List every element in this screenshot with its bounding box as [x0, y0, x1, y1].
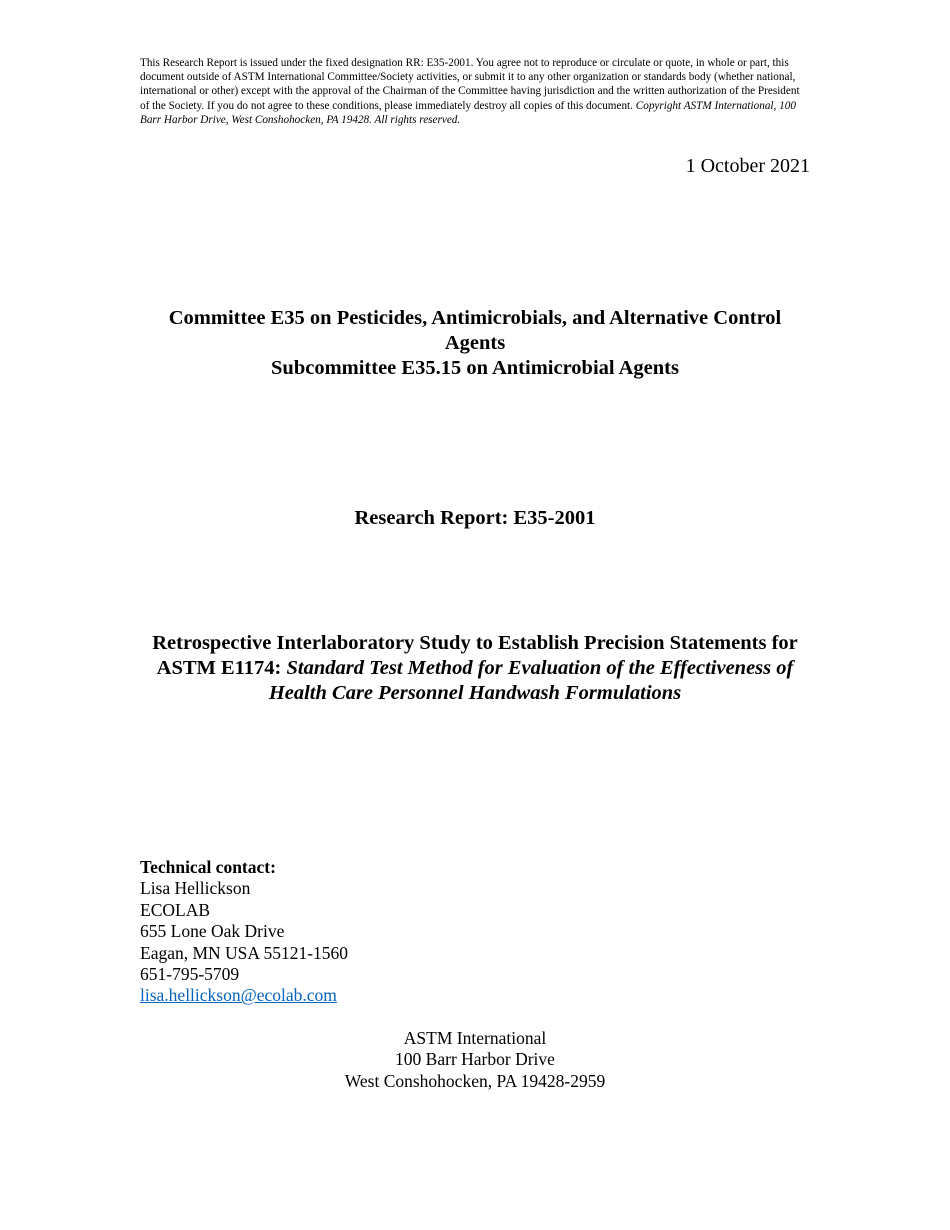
- disclaimer-text: This Research Report is issued under the fixed designation RR: E35-2001. You agree not to reproduce or circulate or quote, in whole or part, this document outside of ASTM International Committee/Society activities, or submit it to any other organization or standards body (whether national, international or other) except with the approval of the Chairman of the Committee having jurisdiction and the written authorization of the President of the Society. If you do not agree to these conditions, please immediately destroy all copies of this document.: [140, 57, 800, 112]
- report-date: 1 October 2021: [685, 155, 810, 177]
- committee-heading: [140, 306, 810, 381]
- committee-name: Committee E35 on Pesticides, Antimicrobials, and Alternative Control Agents: [168, 307, 782, 354]
- contact-company: ECOLAB: [140, 899, 210, 920]
- study-title: [140, 631, 810, 706]
- copyright-disclaimer: [140, 56, 810, 127]
- contact-email-link[interactable]: lisa.hellickson@ecolab.com: [140, 985, 337, 1006]
- report-designation: Research Report: E35-2001: [354, 507, 596, 529]
- contact-label: Technical contact:: [140, 857, 276, 877]
- organization-city: West Conshohocken, PA 19428-2959: [344, 1070, 606, 1091]
- organization-address: [140, 1028, 810, 1092]
- contact-phone: 651-795-5709: [140, 964, 240, 985]
- contact-name: Lisa Hellickson: [140, 878, 251, 899]
- study-title-standard: Standard Test Method for Evaluation of the Effectiveness of Health Care Personnel Handwash Formulations: [268, 657, 794, 704]
- copyright-notice: Copyright ASTM International, 100 Barr Harbor Drive, West Conshohocken, PA 19428. All rights reserved.: [140, 99, 796, 126]
- study-title-main: Retrospective Interlaboratory Study to Establish Precision Statements for ASTM E1174:: [152, 632, 798, 679]
- technical-contact: [140, 857, 540, 1007]
- contact-street: 655 Lone Oak Drive: [140, 921, 285, 942]
- subcommittee-name: Subcommittee E35.15 on Antimicrobial Agents: [271, 357, 679, 379]
- organization-name: ASTM International: [403, 1028, 547, 1048]
- contact-city: Eagan, MN USA 55121-1560: [140, 942, 349, 963]
- organization-street: 100 Barr Harbor Drive: [395, 1049, 555, 1070]
